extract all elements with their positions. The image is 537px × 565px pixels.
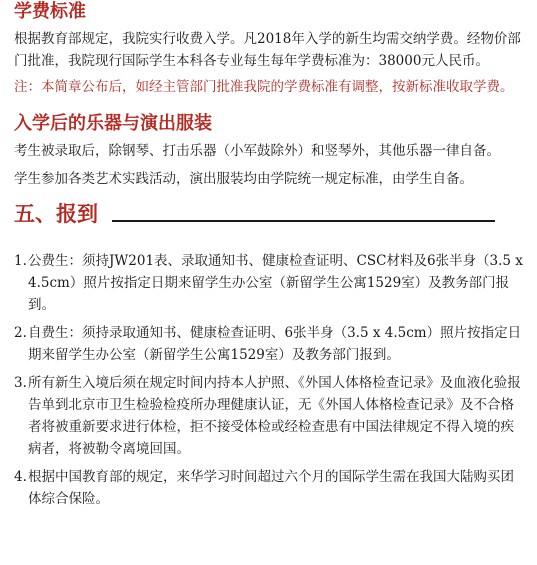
list-item-number: 2. xyxy=(14,325,27,341)
list-item-number: 1. xyxy=(14,253,27,269)
list-item xyxy=(14,250,523,316)
list-item xyxy=(14,372,523,460)
list-item xyxy=(14,466,523,510)
registration-list xyxy=(14,250,523,510)
list-item-text: 自费生：须持录取通知书、健康检查证明、6张半身（3.5 x 4.5cm）照片按指定日期来留学生办公室（新留学生公寓1529室）及教务部门报到。 xyxy=(28,325,522,363)
fees-heading: 学费标准 xyxy=(14,1,86,22)
instruments-heading: 入学后的乐器与演出服装 xyxy=(14,113,212,134)
list-item-text: 所有新生入境后须在规定时间内持本人护照、《外国人体格检查记录》及血液化验报告单到北京市卫生检验检疫所办理健康认证，无《外国人体格检查记录》及不合格者将被重新要求进行体检，拒不接受体检或经检查患有中国法律规定不得入境的疾病者，将被勒令离境回国。 xyxy=(28,375,521,457)
registration-section-title xyxy=(14,200,523,228)
list-item xyxy=(14,322,523,366)
list-item-text: 公费生：须持JW201表、录取通知书、健康检查证明、CSC材料及6张半身（3.5 x 4.5cm）照片按指定日期来留学生办公室（新留学生公寓1529室）及教务部门报到。 xyxy=(28,253,523,313)
list-item-text: 根据中国教育部的规定，来华学习时间超过六个月的国际学生需在我国大陆购买团体综合保险。 xyxy=(28,469,514,507)
fees-paragraph: 根据教育部规定，我院实行收费入学。凡2018年入学的新生均需交纳学费。经物价部门批准，我院现行国际学生本科各专业每生每年学费标准为：38000元人民币。 xyxy=(14,31,521,69)
registration-heading: 五、报到 xyxy=(14,202,98,226)
instruments-paragraph-1: 考生被录取后，除钢琴、打击乐器（小军鼓除外）和竖琴外，其他乐器一律自备。 xyxy=(14,143,500,159)
instruments-paragraph-2: 学生参加各类艺术实践活动，演出服装均由学院统一规定标准，由学生自备。 xyxy=(14,171,473,187)
fees-note: 注：本简章公布后，如经主管部门批准我院的学费标准有调整，按新标准收取学费。 xyxy=(14,79,514,95)
list-item-number: 3. xyxy=(14,375,27,391)
list-item-number: 4. xyxy=(14,469,27,485)
heading-rule xyxy=(112,220,495,222)
